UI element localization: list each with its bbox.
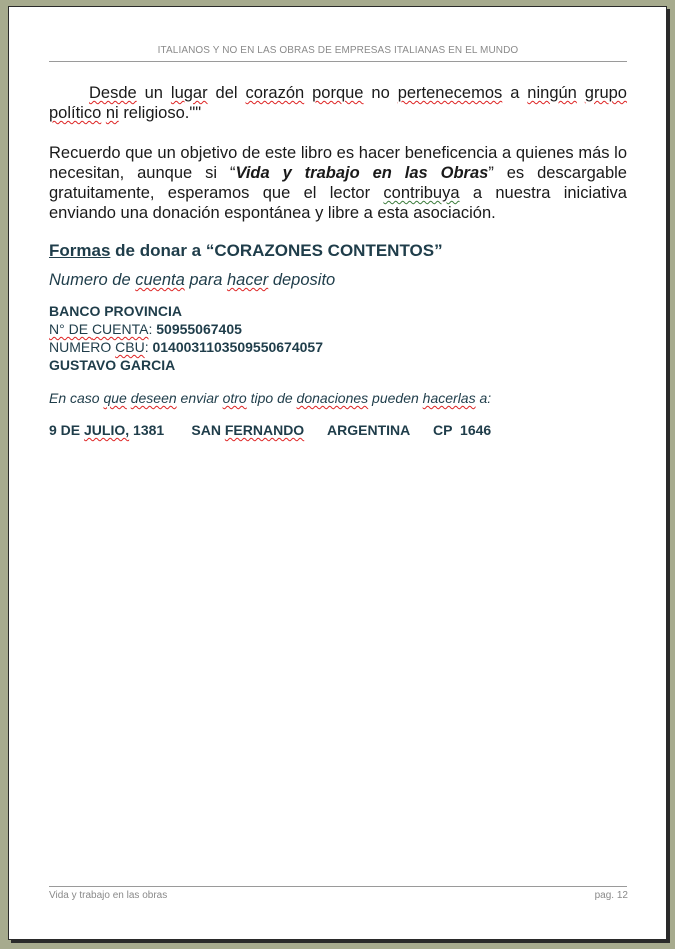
- postal-address: [49, 422, 627, 438]
- bank-name: BANCO PROVINCIA: [49, 303, 183, 319]
- cbu-label-a: NUMERO: [49, 339, 116, 355]
- document-page: [8, 6, 667, 940]
- word-que: que: [103, 390, 127, 406]
- word-grupo-politico: grupo político: [49, 84, 627, 122]
- account-number: 50955067405: [156, 321, 242, 337]
- footer-rule: [49, 886, 627, 887]
- paragraph-2-text-b: ” es descargable gratuitamente, esperamos que el lector: [49, 164, 627, 202]
- word-hacer: hacer: [226, 271, 269, 289]
- page-number: pag. 12: [594, 890, 628, 901]
- word-religioso: religioso."": [123, 104, 202, 122]
- word-corazon: corazón: [245, 84, 305, 102]
- bank-details: [49, 302, 627, 374]
- word-cuenta: cuenta: [135, 271, 185, 289]
- address-c: ARGENTINA CP 1646: [304, 422, 492, 438]
- word-otro: otro: [222, 390, 247, 406]
- cbu-number: 0140031103509550674057: [152, 339, 323, 355]
- deposit-heading-a: Numero de: [49, 271, 136, 289]
- address-a: 9 DE: [49, 422, 85, 438]
- word-del: del: [215, 84, 238, 102]
- paragraph-2: [49, 143, 627, 223]
- donation-heading: [49, 241, 627, 261]
- header-rule: [49, 61, 627, 62]
- account-line: [49, 320, 627, 338]
- paragraph-2-text-c: a nuestra iniciativa enviando una donación espontánea y libre a esta asociación.: [49, 184, 627, 222]
- account-label-a: N° DE: [49, 321, 92, 337]
- note-e: pueden: [368, 390, 423, 406]
- word-hacerlas: hacerlas: [422, 390, 476, 406]
- heading-word-formas: Formas: [49, 241, 111, 260]
- account-holder: GUSTAVO GARCIA: [49, 357, 176, 373]
- note-d: tipo de: [246, 390, 297, 406]
- deposit-heading-c: deposito: [268, 271, 336, 289]
- word-julio: JULIO,: [84, 422, 130, 438]
- word-no: no: [371, 84, 390, 102]
- page-body: [49, 75, 627, 438]
- word-desde: Desde: [89, 84, 137, 102]
- footer-book-title: Vida y trabajo en las obras: [49, 890, 168, 901]
- cbu-label-b: CBU: [115, 339, 145, 355]
- word-lugar: lugar: [170, 84, 208, 102]
- word-un: un: [144, 84, 163, 102]
- heading-rest: de donar a “CORAZONES CONTENTOS”: [110, 241, 443, 260]
- word-donaciones: donaciones: [296, 390, 369, 406]
- page-header: ITALIANOS Y NO EN LAS OBRAS DE EMPRESAS ITALIANAS EN EL MUNDO: [157, 45, 519, 56]
- word-a: a: [510, 84, 520, 102]
- note-c: enviar: [176, 390, 223, 406]
- word-fernando: FERNANDO: [224, 422, 305, 438]
- paragraph-2-text-a: Recuerdo que un objetivo de este libro es hacer beneficencia a quienes más lo necesitan, aunque si “: [49, 144, 627, 182]
- word-deseen: deseen: [130, 390, 177, 406]
- book-title: Vida y trabajo en las Obras: [235, 164, 489, 182]
- word-contribuya: contribuya: [383, 184, 460, 202]
- cbu-label-c: :: [144, 339, 153, 355]
- word-pertenecemos: pertenecemos: [397, 84, 503, 102]
- cbu-line: [49, 338, 627, 356]
- paragraph-1: [49, 83, 627, 123]
- account-label-b: CUENTA: [91, 321, 149, 337]
- deposit-heading: [49, 271, 627, 290]
- deposit-heading-b: para: [184, 271, 227, 289]
- word-ningun: ningún: [527, 84, 577, 102]
- word-ni: ni: [105, 104, 119, 122]
- note-a: En caso: [49, 390, 104, 406]
- address-b: 1381 SAN: [129, 422, 225, 438]
- account-label-c: :: [148, 321, 157, 337]
- word-porque: porque: [312, 84, 364, 102]
- note-f: a:: [475, 390, 492, 406]
- other-donations-note: [49, 390, 627, 406]
